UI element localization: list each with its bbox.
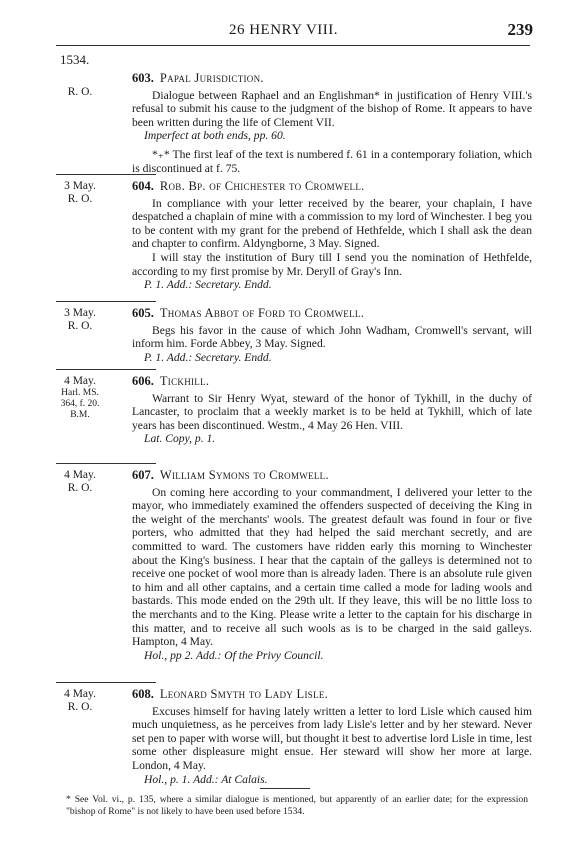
entry-description: P. 1. Add.: Secretary. Endd. (144, 350, 272, 364)
page-number: 239 (507, 20, 533, 39)
entry-number: 607. (132, 468, 154, 482)
entry-divider (56, 463, 156, 464)
header-rule (56, 45, 530, 46)
entry-divider (56, 301, 156, 302)
entry-number: 603. (132, 71, 154, 85)
entry-number: 605. (132, 306, 154, 320)
entry-text: In compliance with your letter received by the bearer, your chaplain, I have despatched a chaplain of mine with a commission to my lord of Winchester. I beg you to be content with my grant for the prebend of Hethfelde, which I shall ask the dean and chapter to confirm. Aldyngborne, 3 May. Signed. (132, 196, 532, 251)
entry-description: P. 1. Add.: Secretary. Endd. (144, 278, 272, 292)
running-header (0, 22, 567, 42)
entry-text: Warrant to Sir Henry Wyat, steward of the honor of Tykhill, in the duchy of Lancaster, to proclaim that a weekly market is to be held at Tykhill, which of late years has been discontinued. Westm., 4 May 26 Hen. VIII. (132, 391, 532, 432)
entry-ref: R. O. (67, 701, 93, 713)
entry-date: 3 May. (64, 307, 96, 319)
entry-body (132, 180, 532, 292)
entry-title: William Symons to Cromwell. (159, 468, 329, 482)
footnote: * See Vol. vi., p. 135, where a similar dialogue is mentioned, but apparently of an earlier date; for the expression "bishop of Rome" is not likely to have been used before 1534. (66, 794, 528, 817)
entry-divider (56, 174, 156, 175)
entry-margin (56, 180, 104, 206)
entry-description: Hol., pp 2. Add.: Of the Privy Council. (144, 648, 324, 662)
entry-ref: R. O. (67, 193, 93, 205)
entry-title: Tickhill. (159, 374, 210, 388)
entry-date: 4 May. (64, 469, 96, 481)
entry-number: 606. (132, 374, 154, 388)
entry-description: Lat. Copy, p. 1. (144, 432, 216, 446)
entry-ref: R. O. (67, 320, 93, 332)
entry-body (132, 375, 532, 446)
year-label: 1534. (60, 52, 90, 67)
entry-description: Imperfect at both ends, pp. 60. (144, 129, 286, 143)
entry-divider (56, 682, 156, 683)
entry-editorial-note: *₊* The first leaf of the text is numbered f. 61 in a contemporary foliation, which is discontinued at f. 75. (132, 147, 532, 175)
entry-number: 608. (132, 687, 154, 701)
entry-body (132, 469, 532, 662)
entry-title: Papal Jurisdiction. (159, 71, 264, 85)
entry-margin (56, 307, 104, 333)
entry-margin (56, 469, 104, 495)
entry-ref: R. O. (67, 86, 93, 98)
entry-body (132, 307, 532, 364)
entry-description: Hol., p. 1. Add.: At Calais. (144, 772, 268, 786)
entry-text: Begs his favor in the cause of which John Wadham, Cromwell's servant, will inform him. Forde Abbey, 3 May. Signed. (132, 323, 532, 351)
entry-postscript: I will stay the institution of Bury till I send you the nomination of Hethfelde, according to my first promise by Mr. Deryll of Gray's Inn. (132, 250, 532, 278)
entry-date: 4 May. (64, 688, 96, 700)
entry-margin (56, 688, 104, 714)
entry-ref: Harl. MS. 364, f. 20. B.M. (60, 388, 100, 420)
entry-text: Dialogue between Raphael and an Englishman* in justification of Henry VIII.'s refusal to submit his cause to the judgment of the bishop of Rome. It appears to have been written during the life of Clement VII. (132, 88, 532, 129)
entry-title: Rob. Bp. of Chichester to Cromwell. (159, 179, 365, 193)
footnote-rule (260, 788, 310, 789)
entry-number: 604. (132, 179, 154, 193)
entry-date: 3 May. (64, 180, 96, 192)
entry-margin (56, 375, 104, 421)
running-title: 26 HENRY VIII. (228, 22, 339, 38)
entry-ref: R. O. (67, 482, 93, 494)
entry-text: On coming here according to your commandment, I delivered your letter to the mayor, who immediately examined the offenders suspected of deceiving the King in the weight of the merchants' wools. The greatest default was found in four or five porters, who admitted that they had helped the said merchant secretly, and are committed to ward. The customers have ridden early this morning to Winchester about the King's business. I hear that the captain of the galleys is determined not to receive one pocket of wool more than is already laden. There is an absolute rule given to him and all other captains, and a certain time called a mode for lading wools and bastards. This mode ended on the 29th ult. If they leave, this will be no little loss to the merchants and to the King. Please write a letter to the captain for his discharge in this matter, and to receive all such wools as is to be charged in the said galleys. Hampton, 4 May. (132, 485, 532, 649)
entry-title: Leonard Smyth to Lady Lisle. (159, 687, 329, 701)
entry-body (132, 72, 532, 175)
entry-date: 4 May. (64, 375, 96, 387)
entry-text: Excuses himself for having lately written a letter to lord Lisle which caused him much unquietness, as he perceives from lady Lisle's letter and by her steward. Never set pen to paper with worse will, but thought it best to advertise lord Lisle in time, lest some other displeasure might ensue. Her steward will show her more at large. London, 4 May. (132, 704, 532, 772)
entry-body (132, 688, 532, 786)
entry-title: Thomas Abbot of Ford to Cromwell. (159, 306, 365, 320)
entry-divider (56, 369, 156, 370)
entry-margin (56, 86, 104, 99)
